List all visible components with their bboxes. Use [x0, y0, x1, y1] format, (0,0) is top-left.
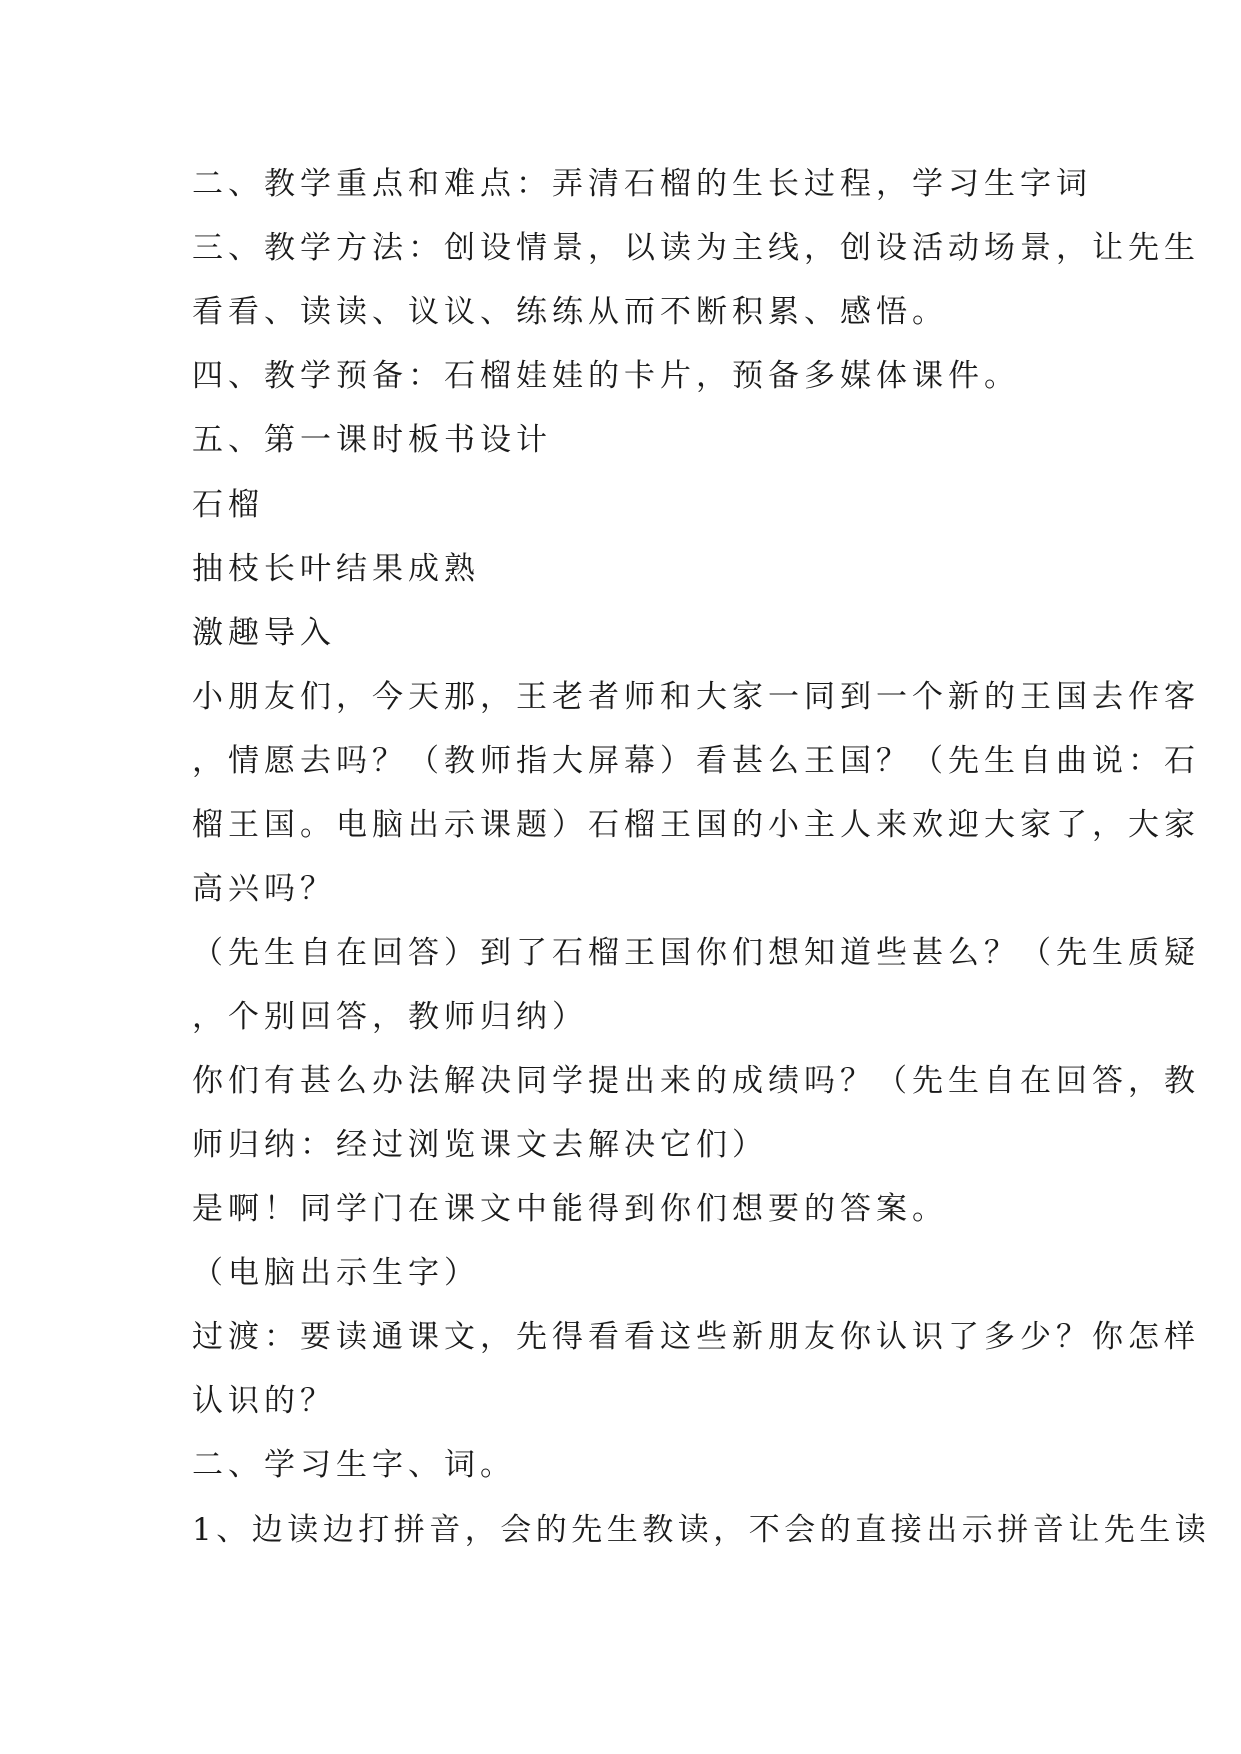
text-line: ，情愿去吗？（教师指大屏幕）看甚么王国？（先生自曲说：石 [192, 743, 1200, 779]
text-line: ，个别回答，教师归纳） [192, 999, 588, 1035]
text-line: 1、边读边打拼音，会的先生教读，不会的直接出示拼音让先生读 [192, 1512, 1211, 1548]
text-line: 二、学习生字、词。 [192, 1447, 516, 1483]
text-line: 石榴 [192, 487, 264, 523]
text-line: 三、教学方法：创设情景，以读为主线，创设活动场景，让先生 [192, 230, 1200, 266]
text-line: 认识的？ [192, 1383, 336, 1419]
text-line: 小朋友们，今天那，王老者师和大家一同到一个新的王国去作客 [192, 679, 1200, 715]
text-line: 榴王国。电脑出示课题）石榴王国的小主人来欢迎大家了，大家 [192, 807, 1200, 843]
text-line: 激趣导入 [192, 615, 336, 651]
text-line: 高兴吗？ [192, 871, 336, 907]
text-line: 五、第一课时板书设计 [192, 422, 552, 458]
text-line: 师归纳：经过浏览课文去解决它们） [192, 1127, 768, 1163]
text-line: 是啊！同学门在课文中能得到你们想要的答案。 [192, 1191, 948, 1227]
text-line: 过渡：要读通课文，先得看看这些新朋友你认识了多少？你怎样 [192, 1319, 1200, 1355]
text-line: （电脑出示生字） [192, 1255, 480, 1291]
text-line: 看看、读读、议议、练练从而不断积累、感悟。 [192, 294, 948, 330]
text-line: 抽枝长叶结果成熟 [192, 551, 480, 587]
text-line: （先生自在回答）到了石榴王国你们想知道些甚么？（先生质疑 [192, 935, 1200, 971]
text-line: 二、教学重点和难点：弄清石榴的生长过程，学习生字词 [192, 166, 1092, 202]
text-line: 你们有甚么办法解决同学提出来的成绩吗？（先生自在回答，教 [192, 1063, 1200, 1099]
text-line: 四、教学预备：石榴娃娃的卡片，预备多媒体课件。 [192, 358, 1020, 394]
